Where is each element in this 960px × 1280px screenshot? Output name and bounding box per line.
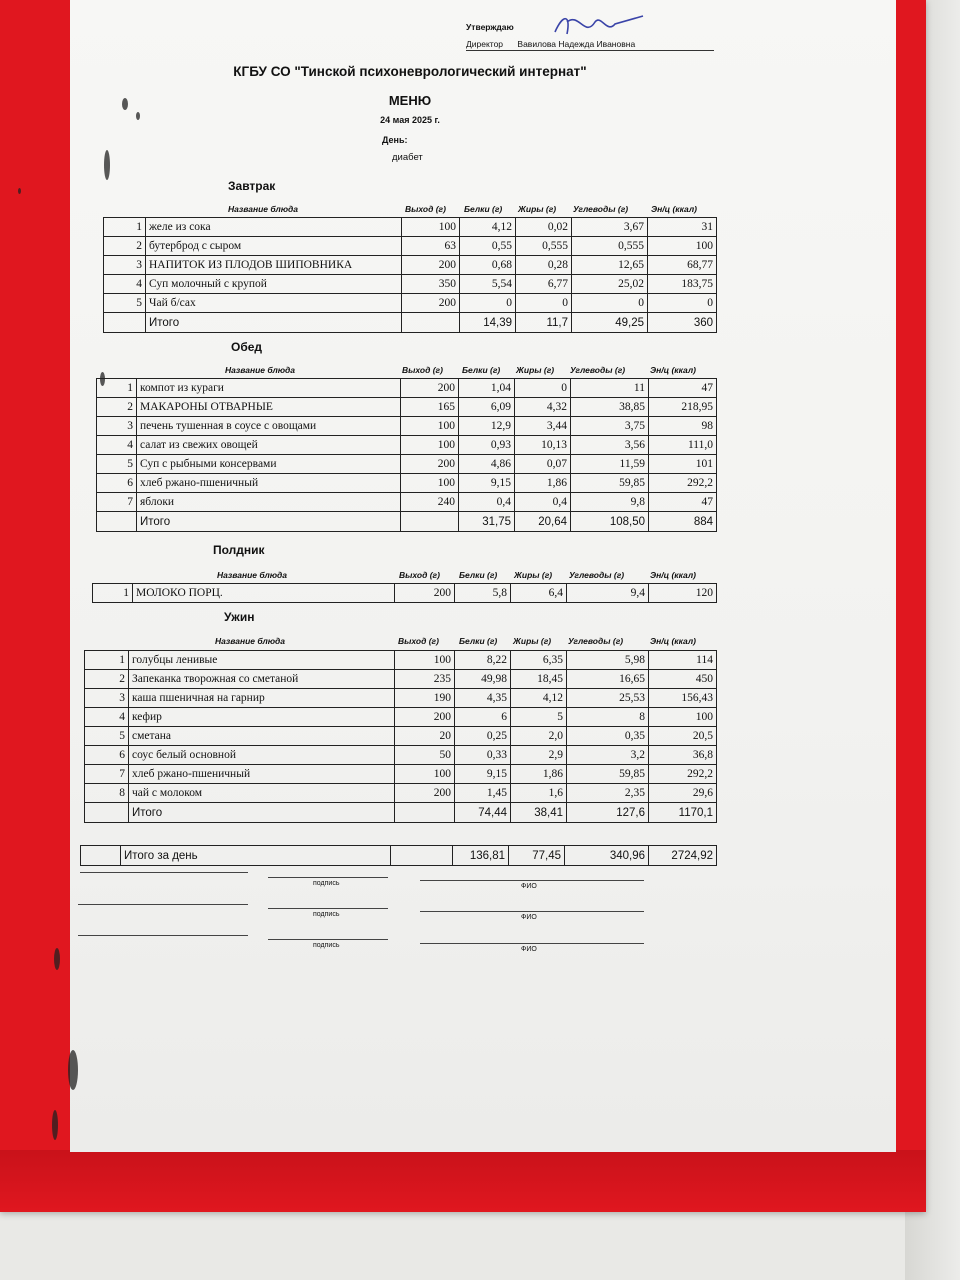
total-fat: 20,64 [515,512,571,532]
approval-underline [466,50,714,51]
dish-output: 100 [401,417,459,436]
section-title-lunch: Обед [231,340,263,354]
dish-name: яблоки [137,493,401,512]
name-line [420,943,644,944]
total-output-empty [395,803,455,823]
dish-output: 50 [395,746,455,765]
signature-line-position [78,935,248,936]
total-energy: 884 [649,512,717,532]
col-carbs-header: Углеводы (г) [568,636,624,646]
dish-name: хлеб ржано-пшеничный [137,474,401,493]
dish-protein: 9,15 [455,765,511,784]
total-energy: 1170,1 [649,803,717,823]
dish-name: соус белый основной [129,746,395,765]
signature-line [268,908,388,909]
col-fat-header: Жиры (г) [514,570,553,580]
table-row [85,689,717,708]
signature-label: подпись [313,942,340,949]
dish-energy: 47 [649,493,717,512]
day-total-carbs: 340,96 [565,846,649,866]
section-title-breakfast: Завтрак [228,179,276,193]
dish-output: 235 [395,670,455,689]
col-energy-header: Эн/ц (ккал) [650,570,696,580]
dish-protein: 0,55 [460,237,516,256]
total-label: Итого [146,313,402,333]
dish-carbs: 12,65 [572,256,648,275]
table-row [104,256,717,275]
row-number: 2 [85,670,129,689]
dish-fat: 0 [516,294,572,313]
dish-carbs: 2,35 [567,784,649,803]
table-row [85,651,717,670]
row-number-empty [85,803,129,823]
col-protein-header: Белки (г) [459,570,498,580]
dish-energy: 111,0 [649,436,717,455]
name-line [420,880,644,881]
dish-output: 190 [395,689,455,708]
dish-output: 100 [401,436,459,455]
table-row [104,237,717,256]
day-label: День: [382,135,408,145]
dish-name: бутерброд с сыром [146,237,402,256]
row-number: 3 [104,256,146,275]
dish-carbs: 3,2 [567,746,649,765]
col-energy-header: Эн/ц (ккал) [651,204,697,214]
red-frame-bottom [0,1150,926,1212]
dish-energy: 31 [648,218,717,237]
dish-energy: 68,77 [648,256,717,275]
dish-name: НАПИТОК ИЗ ПЛОДОВ ШИПОВНИКА [146,256,402,275]
dish-output: 20 [395,727,455,746]
dish-fat: 4,12 [511,689,567,708]
stain [104,150,110,180]
dish-name: каша пшеничная на гарнир [129,689,395,708]
name-label: ФИО [521,946,537,953]
dish-carbs: 11 [571,379,649,398]
dish-energy: 114 [649,651,717,670]
table-row [97,436,717,455]
row-number: 4 [85,708,129,727]
total-row [85,803,717,823]
dish-carbs: 5,98 [567,651,649,670]
table-row [85,765,717,784]
total-fat: 11,7 [516,313,572,333]
dish-output: 100 [395,765,455,784]
dish-protein: 1,04 [459,379,515,398]
dish-name: кефир [129,708,395,727]
dinner-table [84,650,717,823]
total-protein: 14,39 [460,313,516,333]
dish-name: Суп молочный с крупой [146,275,402,294]
total-label: Итого [137,512,401,532]
signature-line-position [80,872,248,873]
diet-value: диабет [392,152,423,163]
col-output-header: Выход (г) [399,570,440,580]
stain [54,948,60,970]
dish-carbs: 0,555 [572,237,648,256]
dish-fat: 0,555 [516,237,572,256]
dish-energy: 100 [649,708,717,727]
row-number: 5 [85,727,129,746]
total-carbs: 108,50 [571,512,649,532]
dish-carbs: 9,4 [567,584,649,603]
dish-energy: 0 [648,294,717,313]
row-number: 2 [97,398,137,417]
total-protein: 31,75 [459,512,515,532]
dish-protein: 0,25 [455,727,511,746]
row-number: 5 [97,455,137,474]
stain [68,1050,78,1090]
signature-label: подпись [313,880,340,887]
total-output-empty [391,846,453,866]
row-number: 3 [85,689,129,708]
dish-name: чай с молоком [129,784,395,803]
dish-output: 200 [395,784,455,803]
table-row [104,275,717,294]
snack-table [92,583,717,603]
row-number: 7 [85,765,129,784]
table-row [85,784,717,803]
dish-energy: 218,95 [649,398,717,417]
row-number-empty [104,313,146,333]
dish-fat: 4,32 [515,398,571,417]
dish-protein: 1,45 [455,784,511,803]
lunch-table [96,378,717,532]
dish-carbs: 25,02 [572,275,648,294]
dish-protein: 49,98 [455,670,511,689]
dish-output: 200 [401,455,459,474]
dish-output: 200 [402,256,460,275]
row-number: 1 [97,379,137,398]
dish-carbs: 25,53 [567,689,649,708]
dish-carbs: 11,59 [571,455,649,474]
total-energy: 360 [648,313,717,333]
dish-energy: 183,75 [648,275,717,294]
director-name: Вавилова Надежда Ивановна [517,39,636,49]
dish-fat: 2,9 [511,746,567,765]
dish-carbs: 9,8 [571,493,649,512]
section-title-snack: Полдник [213,543,265,557]
dish-fat: 1,86 [515,474,571,493]
dish-fat: 1,86 [511,765,567,784]
dish-energy: 120 [649,584,717,603]
table-row [97,379,717,398]
table-row [85,708,717,727]
total-output-empty [401,512,459,532]
dish-energy: 156,43 [649,689,717,708]
row-number: 7 [97,493,137,512]
dish-energy: 20,5 [649,727,717,746]
row-number: 1 [93,584,133,603]
dish-protein: 0 [460,294,516,313]
col-protein-header: Белки (г) [459,636,498,646]
dish-fat: 0,28 [516,256,572,275]
col-name-header: Название блюда [225,365,296,375]
dish-fat: 6,77 [516,275,572,294]
organization-title: КГБУ СО "Тинской психоневрологический интернат" [233,64,587,79]
dish-protein: 0,33 [455,746,511,765]
signature-line [268,939,388,940]
dish-output: 63 [402,237,460,256]
dish-fat: 0 [515,379,571,398]
row-number: 5 [104,294,146,313]
total-fat: 38,41 [511,803,567,823]
row-number: 3 [97,417,137,436]
dish-carbs: 16,65 [567,670,649,689]
row-number-empty [97,512,137,532]
table-row [97,417,717,436]
dish-output: 200 [402,294,460,313]
col-output-header: Выход (г) [398,636,439,646]
dish-name: МОЛОКО ПОРЦ. [133,584,395,603]
total-carbs: 127,6 [567,803,649,823]
col-output-header: Выход (г) [402,365,443,375]
dish-energy: 292,2 [649,474,717,493]
section-title-dinner: Ужин [224,610,255,624]
dish-protein: 0,4 [459,493,515,512]
row-number: 8 [85,784,129,803]
col-energy-header: Эн/ц (ккал) [650,365,696,375]
signature-line [268,877,388,878]
day-total-row [81,846,717,866]
dish-protein: 8,22 [455,651,511,670]
table-row [97,474,717,493]
dish-output: 200 [401,379,459,398]
row-number: 1 [104,218,146,237]
col-name-header: Название блюда [215,636,286,646]
table-row [104,294,717,313]
dish-name: сметана [129,727,395,746]
day-total-label: Итого за день [121,846,391,866]
signature-label: подпись [313,911,340,918]
dish-name: Чай б/сах [146,294,402,313]
dish-protein: 9,15 [459,474,515,493]
row-number-empty [81,846,121,866]
dish-name: компот из кураги [137,379,401,398]
dish-protein: 4,12 [460,218,516,237]
dish-protein: 6,09 [459,398,515,417]
dish-fat: 6,4 [511,584,567,603]
dish-name: Запеканка творожная со сметаной [129,670,395,689]
menu-date: 24 мая 2025 г. [380,115,440,125]
col-protein-header: Белки (г) [464,204,503,214]
dish-output: 100 [395,651,455,670]
dish-energy: 98 [649,417,717,436]
dish-protein: 5,8 [455,584,511,603]
dish-protein: 12,9 [459,417,515,436]
table-row [97,398,717,417]
dish-energy: 100 [648,237,717,256]
row-number: 4 [97,436,137,455]
dish-name: голубцы ленивые [129,651,395,670]
day-total-energy: 2724,92 [649,846,717,866]
total-row [97,512,717,532]
total-output-empty [402,313,460,333]
dish-fat: 0,02 [516,218,572,237]
stain [18,188,21,194]
dish-output: 200 [395,708,455,727]
dish-fat: 0,4 [515,493,571,512]
dish-output: 165 [401,398,459,417]
dish-protein: 4,35 [455,689,511,708]
col-protein-header: Белки (г) [462,365,501,375]
dish-carbs: 0 [572,294,648,313]
row-number: 6 [85,746,129,765]
name-label: ФИО [521,883,537,890]
col-carbs-header: Углеводы (г) [570,365,626,375]
dish-name: МАКАРОНЫ ОТВАРНЫЕ [137,398,401,417]
dish-name: хлеб ржано-пшеничный [129,765,395,784]
table-row [97,493,717,512]
table-row [93,584,717,603]
dish-protein: 4,86 [459,455,515,474]
dish-output: 100 [402,218,460,237]
col-fat-header: Жиры (г) [513,636,552,646]
name-label: ФИО [521,914,537,921]
breakfast-table [103,217,717,333]
day-total-table [80,845,717,866]
dish-energy: 450 [649,670,717,689]
dish-carbs: 3,75 [571,417,649,436]
dish-name: печень тушенная в соусе с овощами [137,417,401,436]
dish-protein: 0,68 [460,256,516,275]
dish-carbs: 59,85 [571,474,649,493]
col-name-header: Название блюда [228,204,299,214]
row-number: 6 [97,474,137,493]
director-label: Директор [466,39,504,49]
dish-carbs: 8 [567,708,649,727]
dish-name: желе из сока [146,218,402,237]
dish-fat: 5 [511,708,567,727]
table-row [104,218,717,237]
row-number: 4 [104,275,146,294]
dish-fat: 18,45 [511,670,567,689]
row-number: 2 [104,237,146,256]
name-line [420,911,644,912]
dish-fat: 6,35 [511,651,567,670]
director-signature [545,8,655,42]
col-carbs-header: Углеводы (г) [569,570,625,580]
dish-fat: 1,6 [511,784,567,803]
dish-energy: 29,6 [649,784,717,803]
day-total-protein: 136,81 [453,846,509,866]
dish-name: салат из свежих овощей [137,436,401,455]
dish-output: 350 [402,275,460,294]
dish-energy: 47 [649,379,717,398]
total-label: Итого [129,803,395,823]
dish-fat: 2,0 [511,727,567,746]
dish-carbs: 38,85 [571,398,649,417]
dish-carbs: 3,56 [571,436,649,455]
dish-name: Суп с рыбными консервами [137,455,401,474]
dish-protein: 5,54 [460,275,516,294]
stain [52,1110,58,1140]
dish-energy: 36,8 [649,746,717,765]
dish-protein: 0,93 [459,436,515,455]
table-row [85,670,717,689]
total-carbs: 49,25 [572,313,648,333]
table-row [85,746,717,765]
menu-title: МЕНЮ [388,93,432,108]
dish-carbs: 0,35 [567,727,649,746]
row-number: 1 [85,651,129,670]
dish-carbs: 3,67 [572,218,648,237]
signature-line-position [78,904,248,905]
table-row [85,727,717,746]
dish-carbs: 59,85 [567,765,649,784]
dish-output: 200 [395,584,455,603]
total-row [104,313,717,333]
total-protein: 74,44 [455,803,511,823]
col-name-header: Название блюда [217,570,288,580]
day-total-fat: 77,45 [509,846,565,866]
col-fat-header: Жиры (г) [518,204,557,214]
col-carbs-header: Углеводы (г) [573,204,629,214]
dish-energy: 101 [649,455,717,474]
dish-protein: 6 [455,708,511,727]
col-fat-header: Жиры (г) [516,365,555,375]
table-row [97,455,717,474]
dish-energy: 292,2 [649,765,717,784]
dish-output: 100 [401,474,459,493]
dish-output: 240 [401,493,459,512]
col-energy-header: Эн/ц (ккал) [650,636,696,646]
dish-fat: 0,07 [515,455,571,474]
col-output-header: Выход (г) [405,204,446,214]
dish-fat: 10,13 [515,436,571,455]
dish-fat: 3,44 [515,417,571,436]
approved-label: Утверждаю [466,22,514,32]
